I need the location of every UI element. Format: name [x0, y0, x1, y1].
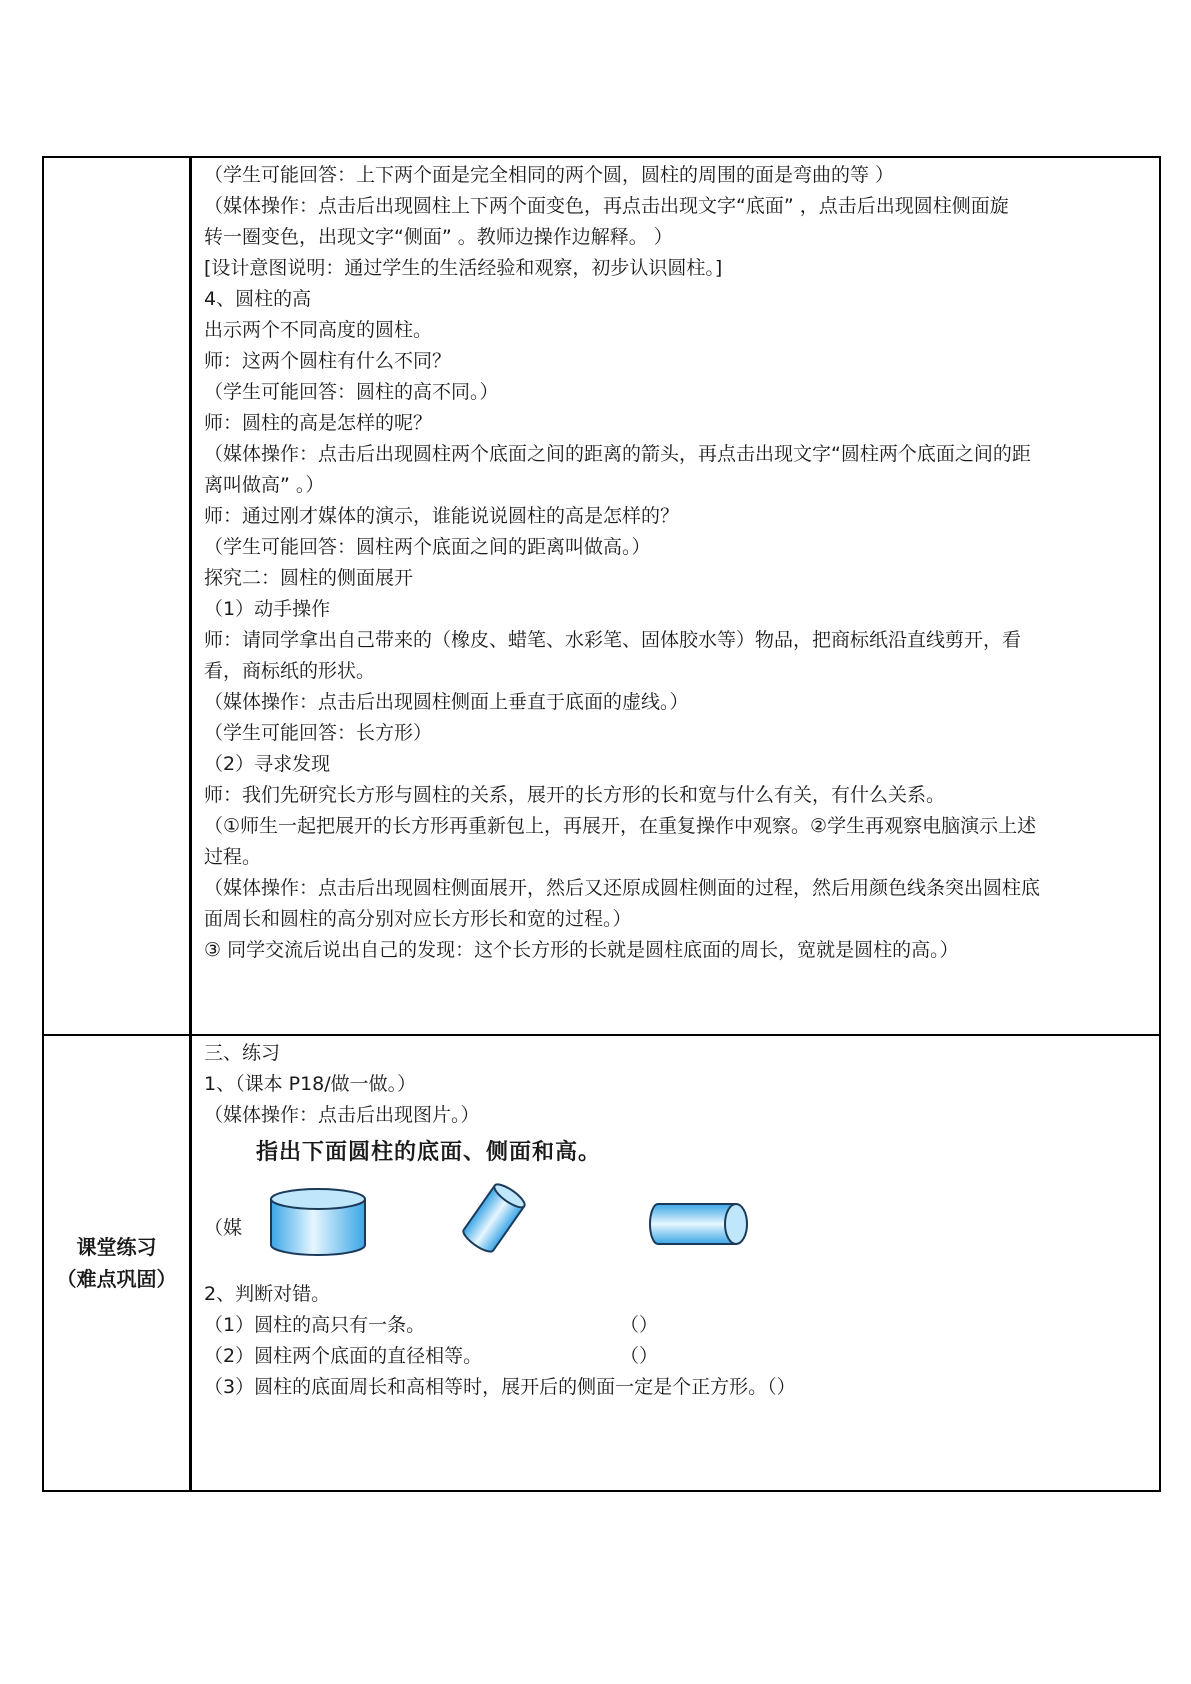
text-line: 出示两个不同高度的圆柱。	[204, 319, 433, 341]
text-line: 离叫做高” 。）	[204, 474, 325, 496]
judge-item	[204, 1372, 1149, 1403]
answer-blank[interactable]: （）	[620, 1345, 659, 1367]
judge-item	[204, 1310, 1149, 1341]
text-line: 面周长和圆柱的高分别对应长方形长和宽的过程。）	[204, 908, 632, 930]
text-line: 4、圆柱的高	[204, 288, 312, 310]
horizontal-cylinder-icon	[648, 1201, 750, 1247]
figure-prefix-text: （媒	[204, 1217, 243, 1239]
text-line: （媒体操作：点击后出现圆柱两个底面之间的距离的箭头，再点击出现文字“圆柱两个底面之间的距	[204, 443, 1031, 465]
lesson-table	[42, 156, 1161, 1492]
text-line: [设计意图说明：通过学生的生活经验和观察，初步认识圆柱。]	[204, 257, 723, 279]
text-line: 师：我们先研究长方形与圆柱的关系，展开的长方形的长和宽与什么有关，有什么关系。	[204, 784, 946, 806]
text-line: （学生可能回答：长方形）	[204, 722, 433, 744]
judge-item	[204, 1341, 1149, 1372]
text-line: （媒体操作：点击后出现圆柱侧面上垂直于底面的虚线。）	[204, 691, 689, 713]
practice-content	[192, 1036, 1159, 1490]
text-line: （学生可能回答：上下两个面是完全相同的两个圆，圆柱的周围的面是弯曲的等 ）	[204, 164, 895, 186]
teaching-process-content	[192, 158, 1159, 1034]
wide-cylinder-icon	[268, 1185, 368, 1257]
text-line: 转一圈变色，出现文字“侧面” 。教师边操作边解释。 ）	[204, 226, 673, 248]
practice-row	[44, 1036, 1159, 1490]
text-line: （媒体操作：点击后出现圆柱侧面展开，然后又还原成圆柱侧面的过程，然后用颜色线条突出圆柱底	[204, 877, 1041, 899]
text-line: 看，商标纸的形状。	[204, 660, 376, 682]
cylinder-figure	[204, 1131, 1149, 1279]
practice-heading: 三、练习	[204, 1042, 281, 1064]
text-line: ③ 同学交流后说出自己的发现：这个长方形的长就是圆柱底面的周长，宽就是圆柱的高。）	[204, 939, 959, 961]
row-label-empty	[44, 158, 192, 1034]
text-line: （①师生一起把展开的长方形再重新包上，再展开，在重复操作中观察。②学生再观察电脑演示上述	[204, 815, 1037, 837]
text-line: 师：圆柱的高是怎样的呢？	[204, 412, 433, 434]
practice-label: 课堂练习	[76, 1235, 157, 1259]
tilted-cylinder-icon	[459, 1177, 529, 1259]
text-line: 师：通过刚才媒体的演示，谁能说说圆柱的高是怎样的？	[204, 505, 680, 527]
practice-sublabel: （难点巩固）	[56, 1267, 177, 1291]
text-line: （学生可能回答：圆柱的高不同。）	[204, 381, 499, 403]
figure-title: 指出下面圆柱的底面、侧面和高。	[256, 1140, 602, 1165]
media-note: （媒体操作：点击后出现图片。）	[204, 1104, 480, 1126]
text-line: 师：请同学拿出自己带来的（橡皮、蜡笔、水彩笔、固体胶水等）物品，把商标纸沿直线剪开，看	[204, 629, 1022, 651]
text-line: （2）寻求发现	[204, 753, 331, 775]
teaching-process-row	[44, 158, 1159, 1036]
practice-item-1: 1、（课本 P18/做一做。）	[204, 1073, 417, 1095]
text-line: 过程。	[204, 846, 262, 868]
answer-blank[interactable]: （）	[620, 1314, 659, 1336]
judge-question: （1）圆柱的高只有一条。	[204, 1314, 426, 1336]
text-line: （媒体操作：点击后出现圆柱上下两个面变色，再点击出现文字“底面” ，点击后出现圆柱侧面旋	[204, 195, 1009, 217]
practice-item-2: 2、判断对错。	[204, 1283, 331, 1305]
judge-question: （2）圆柱两个底面的直径相等。	[204, 1345, 483, 1367]
text-line: 师：这两个圆柱有什么不同？	[204, 350, 452, 372]
judge-question: （3）圆柱的底面周长和高相等时，展开后的侧面一定是个正方形。（）	[204, 1376, 796, 1398]
practice-label-cell	[44, 1036, 192, 1490]
text-line: （学生可能回答：圆柱两个底面之间的距离叫做高。）	[204, 536, 651, 558]
text-line: 探究二：圆柱的侧面展开	[204, 567, 414, 589]
text-line: （1）动手操作	[204, 598, 331, 620]
